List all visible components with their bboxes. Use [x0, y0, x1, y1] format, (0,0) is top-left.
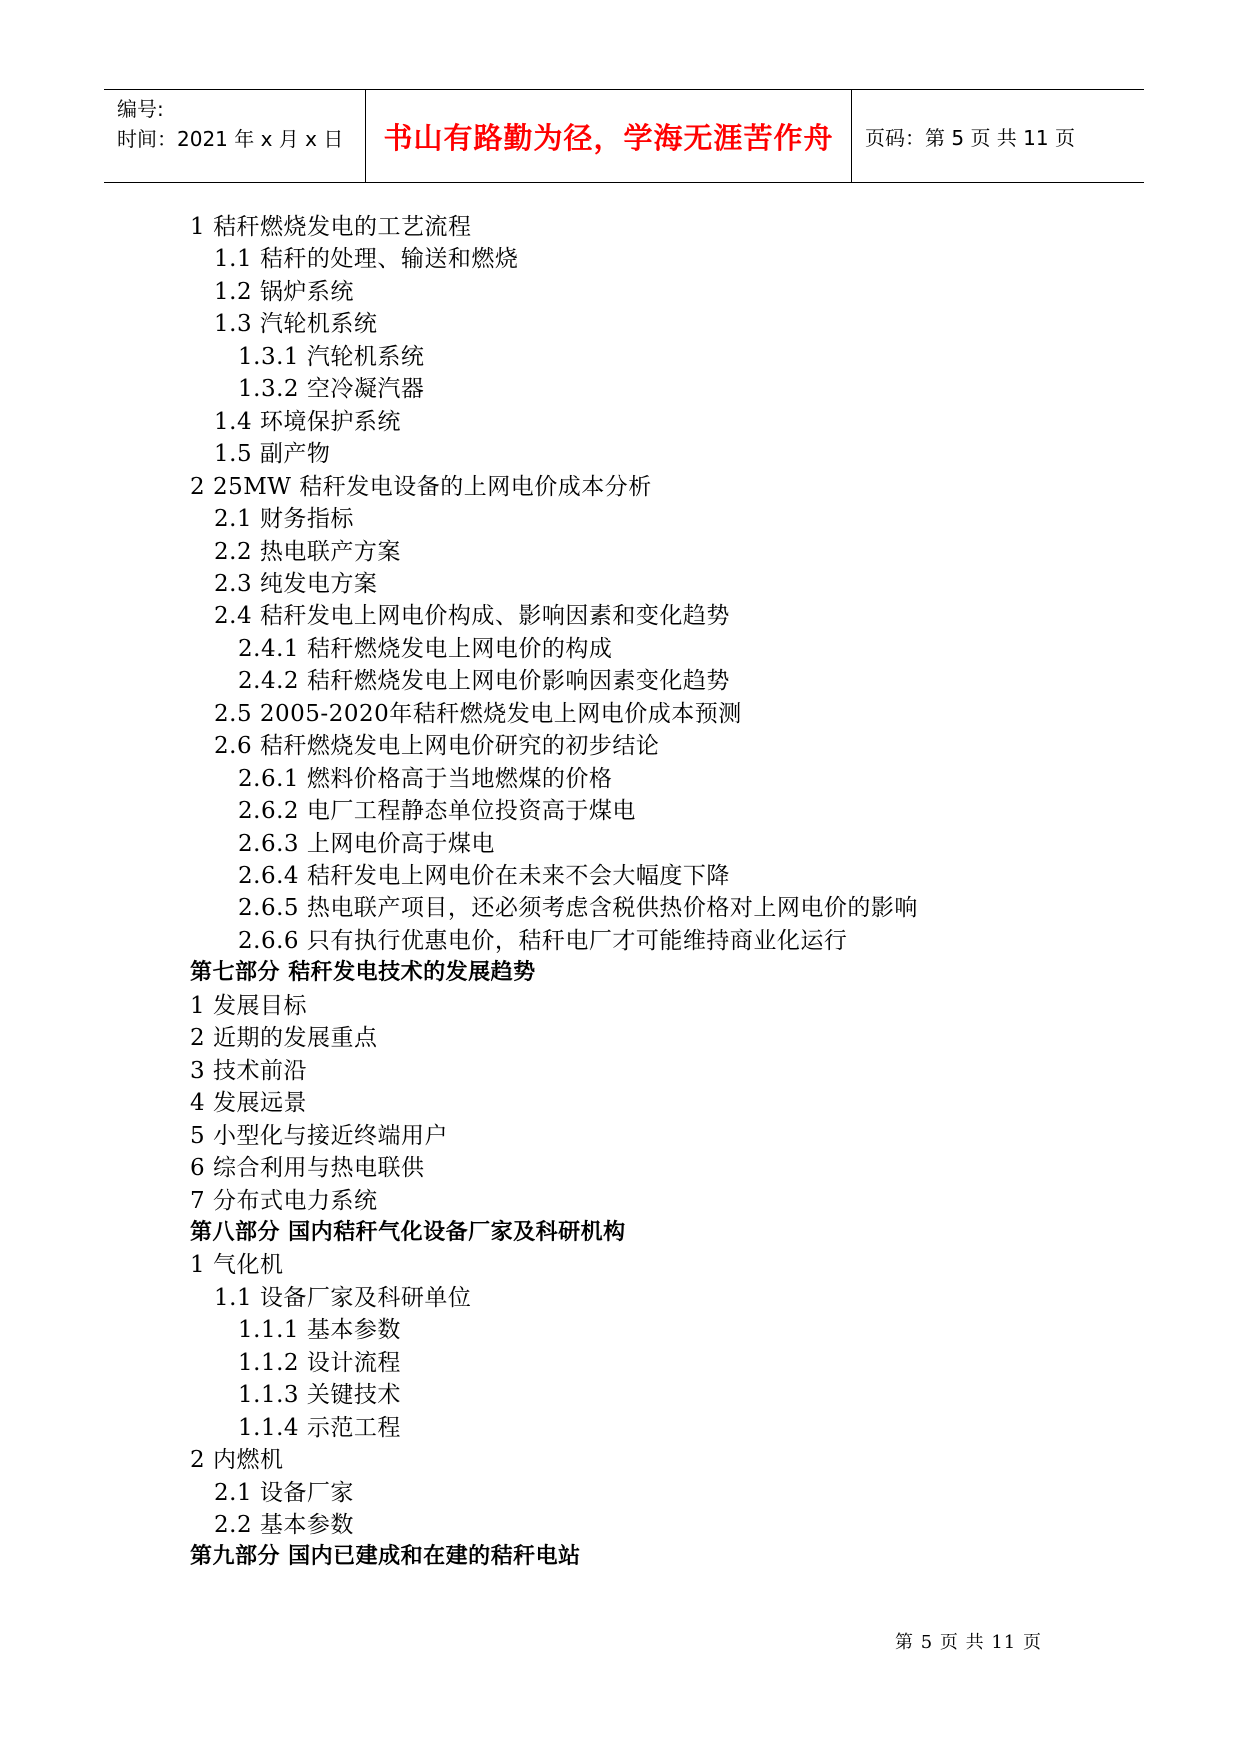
toc-entry: 6 综合利用与热电联供: [190, 1155, 425, 1182]
toc-entry: 2.1 设备厂家: [214, 1479, 354, 1506]
header-meta: [104, 90, 366, 182]
toc-entry: 1.1 设备厂家及科研单位: [214, 1284, 472, 1311]
toc-entry: 1.1.1 基本参数: [238, 1317, 401, 1344]
toc-entry: 4 发展远景: [190, 1090, 307, 1117]
toc-entry: 1.1.4 示范工程: [238, 1414, 401, 1441]
toc-entry: 1 气化机: [190, 1252, 284, 1279]
number-label: 编号:: [117, 97, 164, 121]
toc-entry: 1.1.2 设计流程: [238, 1349, 401, 1376]
toc-entry: 2 25MW 秸秆发电设备的上网电价成本分析: [190, 473, 652, 500]
header-motto: 书山有路勤为径，学海无涯苦作舟: [366, 90, 852, 182]
header-page-info: 页码：第 5 页 共 11 页: [865, 125, 1075, 150]
toc-entry: 2.1 财务指标: [214, 506, 354, 533]
toc-entry: 1.3.1 汽轮机系统: [238, 343, 425, 370]
toc-entry: 1.1 秸秆的处理、输送和燃烧: [214, 246, 519, 273]
toc-entry: 2.6.1 燃料价格高于当地燃煤的价格: [238, 765, 613, 792]
toc-entry: 2 内燃机: [190, 1447, 284, 1474]
toc-entry: 1 秸秆燃烧发电的工艺流程: [190, 214, 472, 240]
toc-entry: 1.4 环境保护系统: [214, 408, 401, 435]
toc-entry: 2.3 纯发电方案: [214, 570, 378, 597]
toc-entry: 2.2 基本参数: [214, 1512, 354, 1538]
toc-entry: 1.2 锅炉系统: [214, 278, 354, 305]
toc-entry: 1.1.3 关键技术: [238, 1382, 401, 1409]
toc-entry: 2.6.2 电厂工程静态单位投资高于煤电: [238, 798, 636, 825]
toc-entry: 2.2 热电联产方案: [214, 538, 401, 565]
toc-entry: 2.5 2005-2020年秸秆燃烧发电上网电价成本预测: [214, 700, 742, 727]
toc-entry: 2.4 秸秆发电上网电价构成、影响因素和变化趋势: [214, 603, 730, 630]
toc-entry: 2.6.3 上网电价高于煤电: [238, 830, 495, 857]
page-header: [104, 89, 1144, 183]
toc-entry: 1.5 副产物: [214, 441, 331, 468]
toc-entry: 2.4.1 秸秆燃烧发电上网电价的构成: [238, 635, 613, 662]
toc-entry: 2.6.6 只有执行优惠电价，秸秆电厂才可能维持商业化运行: [238, 927, 848, 954]
toc-section-heading: 第七部分 秸秆发电技术的发展趋势: [190, 960, 536, 986]
toc-entry: 1.3.2 空冷凝汽器: [238, 376, 425, 403]
toc-section-heading: 第八部分 国内秸秆气化设备厂家及科研机构: [190, 1219, 626, 1245]
toc-entry: 5 小型化与接近终端用户: [190, 1122, 448, 1149]
toc-section-heading: 第九部分 国内已建成和在建的秸秆电站: [190, 1544, 581, 1570]
page-footer: 第 5 页 共 11 页: [895, 1632, 1042, 1653]
toc-entry: 1.3 汽轮机系统: [214, 311, 378, 338]
toc-entry: 2.6.5 热电联产项目，还必须考虑含税供热价格对上网电价的影响: [238, 895, 918, 922]
toc-entry: 2.4.2 秸秆燃烧发电上网电价影响因素变化趋势: [238, 668, 730, 695]
toc-entry: 3 技术前沿: [190, 1057, 307, 1084]
toc-entry: 2.6 秸秆燃烧发电上网电价研究的初步结论: [214, 733, 660, 760]
toc-entry: 7 分布式电力系统: [190, 1187, 378, 1214]
toc-entry: 1 发展目标: [190, 992, 307, 1019]
toc-entry: 2.6.4 秸秆发电上网电价在未来不会大幅度下降: [238, 863, 730, 889]
toc-entry: 2 近期的发展重点: [190, 1025, 378, 1052]
time-label: 时间：2021 年 x 月 x 日: [117, 127, 344, 151]
